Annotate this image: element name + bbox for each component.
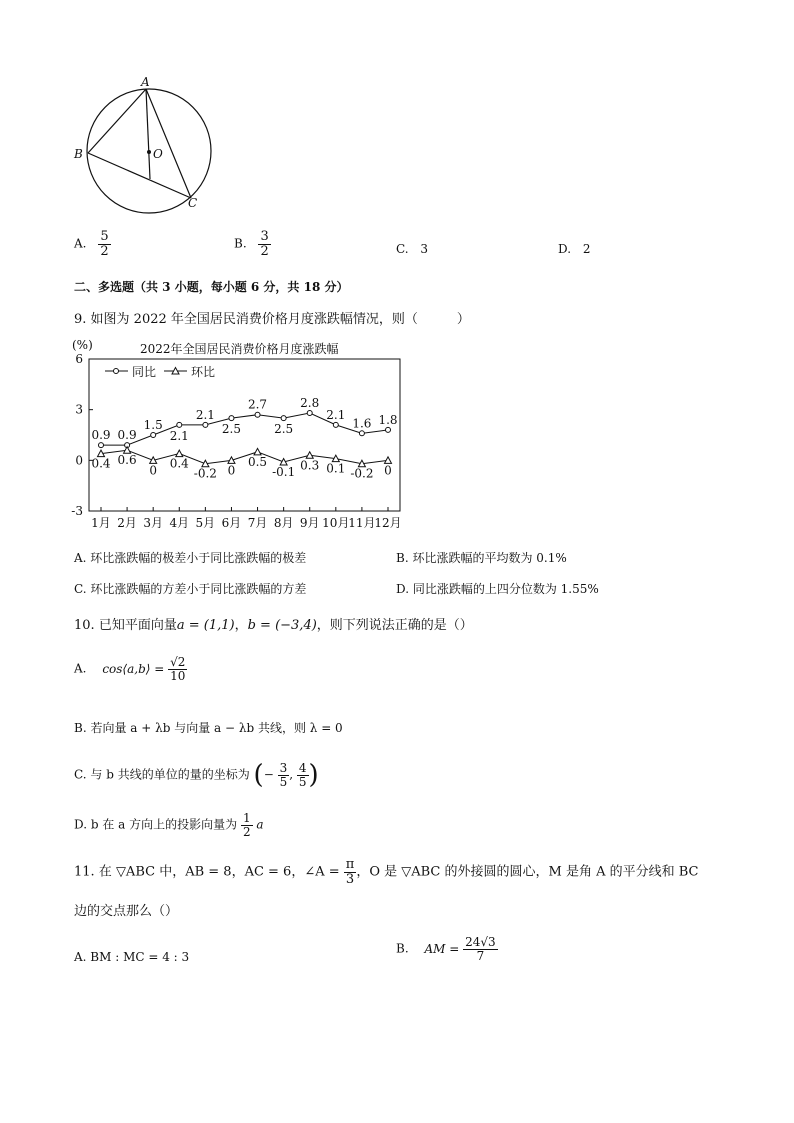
numerator: 4 [298,760,307,775]
data-label: 1.5 [143,418,163,432]
fraction [258,230,270,258]
data-label: 0.9 [117,428,137,443]
x-tick-label: 5月 [195,516,216,530]
right-paren: ) [308,760,319,790]
data-point [255,412,260,417]
label-o: O [153,147,163,161]
data-point [177,422,182,427]
data-label: 0.1 [326,461,346,476]
option-letter: A. [74,661,87,676]
q9-stem: 9. 如图为 2022 年全国居民消费价格月度涨跌幅情况，则（ ） [74,312,470,327]
fraction [463,936,498,962]
x-tick-label: 9月 [299,516,320,530]
data-label: 1.8 [378,412,398,427]
data-point [359,431,364,436]
data-label: 2.1 [195,407,215,422]
legend-label: 同比 [132,365,157,379]
data-label: 0.9 [91,428,111,443]
data-label: -0.2 [350,466,374,481]
am-expression: AM = [424,941,460,956]
vector-a: a [256,817,264,832]
angle-fraction [344,858,357,886]
data-point [203,422,208,427]
denominator: 7 [476,948,485,963]
legend-label: 环比 [191,365,216,379]
q9-option-d[interactable]: D. 同比涨跌幅的上四分位数为 1.55% [396,582,599,596]
chart-legend [105,365,215,379]
center-point [147,150,151,154]
fraction [241,812,253,838]
data-label: 0.5 [247,454,268,469]
q10-stem: 10. 已知平面向量a = (1,1)，b = (−3,4)，则下列说法正确的是（） [74,618,473,633]
legend-marker-circle [114,369,119,374]
q10-option-b[interactable]: B. 若向量 a + λb 与向量 a − λb 共线，则 λ = 0 [74,721,343,735]
circle-triangle-figure [70,72,220,222]
option-value: 3 [420,242,429,256]
denominator: 2 [100,243,109,259]
data-point [307,411,312,416]
data-label: 0 [384,463,392,478]
stem-part-b: ，O 是 ▽ABC 的外接圆的圆心，M 是角 A 的平分线和 BC [356,864,699,880]
option-text: C. 与 b 共线的单位的量的坐标为 [74,767,250,782]
numerator: 3 [279,760,288,775]
option-value: 2 [582,242,591,256]
label-c: C [188,196,198,210]
data-point [386,427,391,432]
y-tick-label: 3 [75,402,83,417]
data-label: 2.7 [247,397,268,412]
cos-expression: cos⟨a,b⟩ = [102,661,165,676]
y-tick-label: 6 [75,352,83,366]
x-tick-label: 10月 [322,516,350,530]
data-label: 2.1 [326,407,346,422]
data-label: 0 [149,463,158,478]
line-chart [60,335,410,535]
q9-option-b[interactable]: B. 环比涨跌幅的平均数为 0.1% [396,551,567,565]
option-letter: A. [74,236,87,251]
option-letter: D. [558,242,572,256]
x-tick-label: 11月 [348,516,376,530]
label-b: B [74,147,83,161]
denominator: 2 [260,243,269,259]
section-heading: 二、多选题（共 3 小题，每小题 6 分，共 18 分） [74,280,349,294]
data-label: 2.8 [300,396,320,411]
q11-option-a[interactable]: A. BM : MC = 4 : 3 [74,950,190,964]
vector-b-def: b = (−3,4) [247,618,317,633]
segment-ab [88,89,146,153]
option-letter: B. [234,236,247,251]
data-label: 2.5 [221,422,242,437]
x-tick-label: 8月 [273,516,294,530]
stem-prefix: 已知平面向量 [98,618,177,633]
data-label: 0.4 [91,456,111,471]
data-label: 2.1 [169,428,189,443]
denominator: 5 [298,774,307,789]
data-label: -0.2 [193,466,217,481]
q8-option-a[interactable] [74,230,111,258]
fraction [98,230,110,258]
denominator: 3 [345,871,355,887]
x-tick-label: 7月 [247,516,268,530]
numerator: 24√3 [465,935,496,949]
fraction [168,656,187,682]
denominator: 5 [279,774,288,789]
q8-option-c[interactable] [396,242,428,256]
stem-part-a: 11. 在 ▽ABC 中，AB = 8，AC = 6，∠A = [74,864,340,880]
minus-sign: − [263,767,274,782]
data-label: 0.4 [169,456,189,471]
vector-a-def: a = (1,1) [176,618,235,633]
chart-ylabel: (%) [72,338,93,352]
data-point [151,433,156,438]
numerator: 5 [100,229,109,244]
numerator: 3 [260,229,269,244]
x-tick-label: 3月 [143,516,164,530]
left-paren: ( [253,760,264,790]
option-letter: B. [396,941,409,956]
x-tick-label: 12月 [374,516,402,530]
q10-option-a[interactable] [74,656,187,682]
q10-option-c[interactable]: C. 与 b 共线的单位的量的坐标为 (− $\frac{3}{5}$ , $\frac{4}{5}$ ) [74,760,319,790]
option-text: D. b 在 a 方向上的投影向量为 [74,817,238,832]
data-point [99,443,104,448]
q11-option-b[interactable] [396,936,498,962]
data-point [333,422,338,427]
denominator: 10 [170,668,186,683]
x-tick-label: 6月 [221,516,242,530]
segment-ao [146,89,150,179]
question-number: 10. [74,618,95,633]
numerator: π [345,857,355,872]
data-label: 1.6 [352,416,372,431]
label-a: A [141,75,150,89]
q11-stem-line1 [74,858,698,886]
x-tick-label: 2月 [117,516,137,530]
stem-suffix: ，则下列说法正确的是（） [316,618,473,633]
q9-option-c[interactable]: C. 环比涨跌幅的方差小于同比涨跌幅的方差 [74,582,307,596]
q9-option-a[interactable]: A. 环比涨跌幅的极差小于同比涨跌幅的极差 [74,551,307,565]
data-label: 0 [227,463,236,478]
data-label: -0.1 [272,465,296,480]
numerator: 1 [242,811,251,825]
data-point [229,416,234,421]
chart-title: 2022年全国居民消费价格月度涨跌幅 [140,342,339,356]
data-label: 0.6 [117,453,137,468]
x-tick-label: 1月 [91,516,111,530]
x-tick-label: 4月 [169,516,190,530]
fraction [297,762,309,788]
option-letter: C. [396,242,409,256]
q10-option-d[interactable] [74,812,264,838]
denominator: 2 [242,824,251,839]
q8-option-b[interactable] [234,230,271,258]
data-label: 2.5 [274,422,294,437]
y-tick-label: 0 [75,453,83,468]
numerator: √2 [170,655,186,669]
q8-option-d[interactable] [558,242,590,256]
y-tick-label: -3 [71,504,83,518]
data-label: 0.3 [300,458,320,473]
fraction [278,762,290,788]
q11-stem-line2: 边的交点那么（） [74,904,179,919]
data-point [281,416,286,421]
